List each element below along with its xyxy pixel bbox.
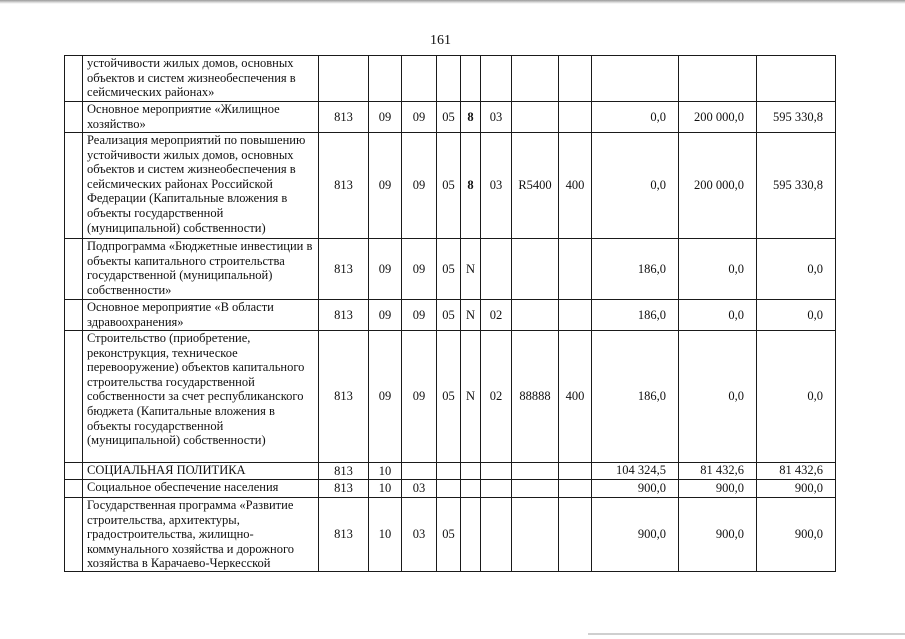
code-subprogram: 8 xyxy=(461,133,481,239)
budget-table xyxy=(64,55,836,572)
code-section: 09 xyxy=(369,300,402,331)
code-section: 09 xyxy=(369,102,402,133)
code-ministry xyxy=(319,56,369,102)
code-ministry: 813 xyxy=(319,300,369,331)
code-program xyxy=(437,56,461,102)
code-subsection: 09 xyxy=(402,102,437,133)
code-ministry: 813 xyxy=(319,480,369,498)
amount-3: 0,0 xyxy=(757,239,836,300)
amount-2 xyxy=(679,56,757,102)
row-name: Реализация мероприятий по повышению устойчивости жилых домов, основных объектов и систем жизнеобеспечения в сейсмических районах Российской Федерации (Капитальные вложения в объекты государственной (муниципальной) собственности) xyxy=(83,133,319,239)
amount-1: 104 324,5 xyxy=(592,463,679,480)
code-ministry: 813 xyxy=(319,331,369,463)
code-subsection: 03 xyxy=(402,498,437,572)
code-direction: 88888 xyxy=(512,331,559,463)
leading-cell xyxy=(65,463,83,480)
row-name: Основное мероприятие «В области здравоохранения» xyxy=(83,300,319,331)
code-event: 02 xyxy=(481,300,512,331)
leading-cell xyxy=(65,480,83,498)
amount-3: 900,0 xyxy=(757,498,836,572)
amount-3 xyxy=(757,56,836,102)
code-program: 05 xyxy=(437,300,461,331)
amount-1: 186,0 xyxy=(592,239,679,300)
code-subprogram: N xyxy=(461,300,481,331)
code-section: 09 xyxy=(369,331,402,463)
amount-1: 900,0 xyxy=(592,480,679,498)
code-subsection: 09 xyxy=(402,239,437,300)
code-subprogram xyxy=(461,480,481,498)
leading-cell xyxy=(65,498,83,572)
code-event xyxy=(481,480,512,498)
leading-cell xyxy=(65,300,83,331)
code-direction: R5400 xyxy=(512,133,559,239)
table-row xyxy=(65,133,836,239)
row-name: Социальное обеспечение населения xyxy=(83,480,319,498)
leading-cell xyxy=(65,56,83,102)
table-row xyxy=(65,463,836,480)
row-name: Подпрограмма «Бюджетные инвестиции в объекты капитального строительства государственной (муниципальной) собственности» xyxy=(83,239,319,300)
scan-edge-top xyxy=(0,0,905,4)
code-expense-type xyxy=(559,463,592,480)
code-subsection xyxy=(402,56,437,102)
code-ministry: 813 xyxy=(319,102,369,133)
amount-1: 186,0 xyxy=(592,331,679,463)
table-row xyxy=(65,102,836,133)
code-ministry: 813 xyxy=(319,239,369,300)
amount-1: 0,0 xyxy=(592,102,679,133)
code-event xyxy=(481,239,512,300)
amount-2: 200 000,0 xyxy=(679,102,757,133)
code-event: 03 xyxy=(481,102,512,133)
code-ministry: 813 xyxy=(319,498,369,572)
amount-3: 595 330,8 xyxy=(757,102,836,133)
code-section: 10 xyxy=(369,480,402,498)
code-direction xyxy=(512,463,559,480)
row-name: Основное мероприятие «Жилищное хозяйство» xyxy=(83,102,319,133)
code-subprogram xyxy=(461,463,481,480)
table-row xyxy=(65,498,836,572)
leading-cell xyxy=(65,133,83,239)
code-subsection: 03 xyxy=(402,480,437,498)
amount-2: 200 000,0 xyxy=(679,133,757,239)
code-ministry: 813 xyxy=(319,133,369,239)
code-section xyxy=(369,56,402,102)
amount-3: 900,0 xyxy=(757,480,836,498)
row-name: Строительство (приобретение, реконструкция, техническое перевооружение) объектов капитального строительства государственной собственности за счет республиканского бюджета (Капитальные вложения в объекты государственной (муниципальной) собственности) xyxy=(83,331,319,463)
row-name: СОЦИАЛЬНАЯ ПОЛИТИКА xyxy=(83,463,319,480)
code-event: 03 xyxy=(481,133,512,239)
amount-3: 0,0 xyxy=(757,331,836,463)
amount-2: 0,0 xyxy=(679,300,757,331)
amount-3: 81 432,6 xyxy=(757,463,836,480)
table-row xyxy=(65,331,836,463)
leading-cell xyxy=(65,239,83,300)
amount-1: 900,0 xyxy=(592,498,679,572)
code-section: 09 xyxy=(369,133,402,239)
code-program: 05 xyxy=(437,133,461,239)
code-program xyxy=(437,463,461,480)
amount-1 xyxy=(592,56,679,102)
code-event xyxy=(481,56,512,102)
code-subprogram xyxy=(461,56,481,102)
code-expense-type xyxy=(559,102,592,133)
amount-2: 900,0 xyxy=(679,480,757,498)
code-program: 05 xyxy=(437,102,461,133)
amount-3: 0,0 xyxy=(757,300,836,331)
code-expense-type: 400 xyxy=(559,133,592,239)
row-name: устойчивости жилых домов, основных объектов и систем жизнеобеспечения в сейсмических районах» xyxy=(83,56,319,102)
amount-2: 0,0 xyxy=(679,331,757,463)
leading-cell xyxy=(65,331,83,463)
code-subprogram xyxy=(461,498,481,572)
code-subsection: 09 xyxy=(402,331,437,463)
code-program xyxy=(437,480,461,498)
code-expense-type xyxy=(559,480,592,498)
code-event xyxy=(481,498,512,572)
code-event xyxy=(481,463,512,480)
table-row xyxy=(65,239,836,300)
code-subprogram: N xyxy=(461,331,481,463)
code-expense-type xyxy=(559,300,592,331)
code-direction xyxy=(512,498,559,572)
amount-2: 81 432,6 xyxy=(679,463,757,480)
code-program: 05 xyxy=(437,331,461,463)
page-number: 161 xyxy=(430,33,451,48)
code-section: 09 xyxy=(369,239,402,300)
scan-edge-bottom xyxy=(588,633,905,635)
code-program: 05 xyxy=(437,239,461,300)
code-expense-type: 400 xyxy=(559,331,592,463)
amount-2: 900,0 xyxy=(679,498,757,572)
code-subsection xyxy=(402,463,437,480)
code-direction xyxy=(512,239,559,300)
code-direction xyxy=(512,480,559,498)
code-expense-type xyxy=(559,498,592,572)
code-subsection: 09 xyxy=(402,300,437,331)
code-direction xyxy=(512,102,559,133)
code-subprogram: 8 xyxy=(461,102,481,133)
row-name: Государственная программа «Развитие строительства, архитектуры, градостроительства, жилищно-коммунального хозяйства и дорожного хозяйства в Карачаево-Черкесской xyxy=(83,498,319,572)
code-program: 05 xyxy=(437,498,461,572)
table-row xyxy=(65,480,836,498)
code-ministry: 813 xyxy=(319,463,369,480)
code-subprogram: N xyxy=(461,239,481,300)
code-direction xyxy=(512,56,559,102)
code-section: 10 xyxy=(369,498,402,572)
amount-3: 595 330,8 xyxy=(757,133,836,239)
amount-2: 0,0 xyxy=(679,239,757,300)
amount-1: 0,0 xyxy=(592,133,679,239)
table-row xyxy=(65,300,836,331)
code-direction xyxy=(512,300,559,331)
amount-1: 186,0 xyxy=(592,300,679,331)
code-section: 10 xyxy=(369,463,402,480)
leading-cell xyxy=(65,102,83,133)
code-subsection: 09 xyxy=(402,133,437,239)
table-row xyxy=(65,56,836,102)
code-expense-type xyxy=(559,56,592,102)
code-event: 02 xyxy=(481,331,512,463)
code-expense-type xyxy=(559,239,592,300)
